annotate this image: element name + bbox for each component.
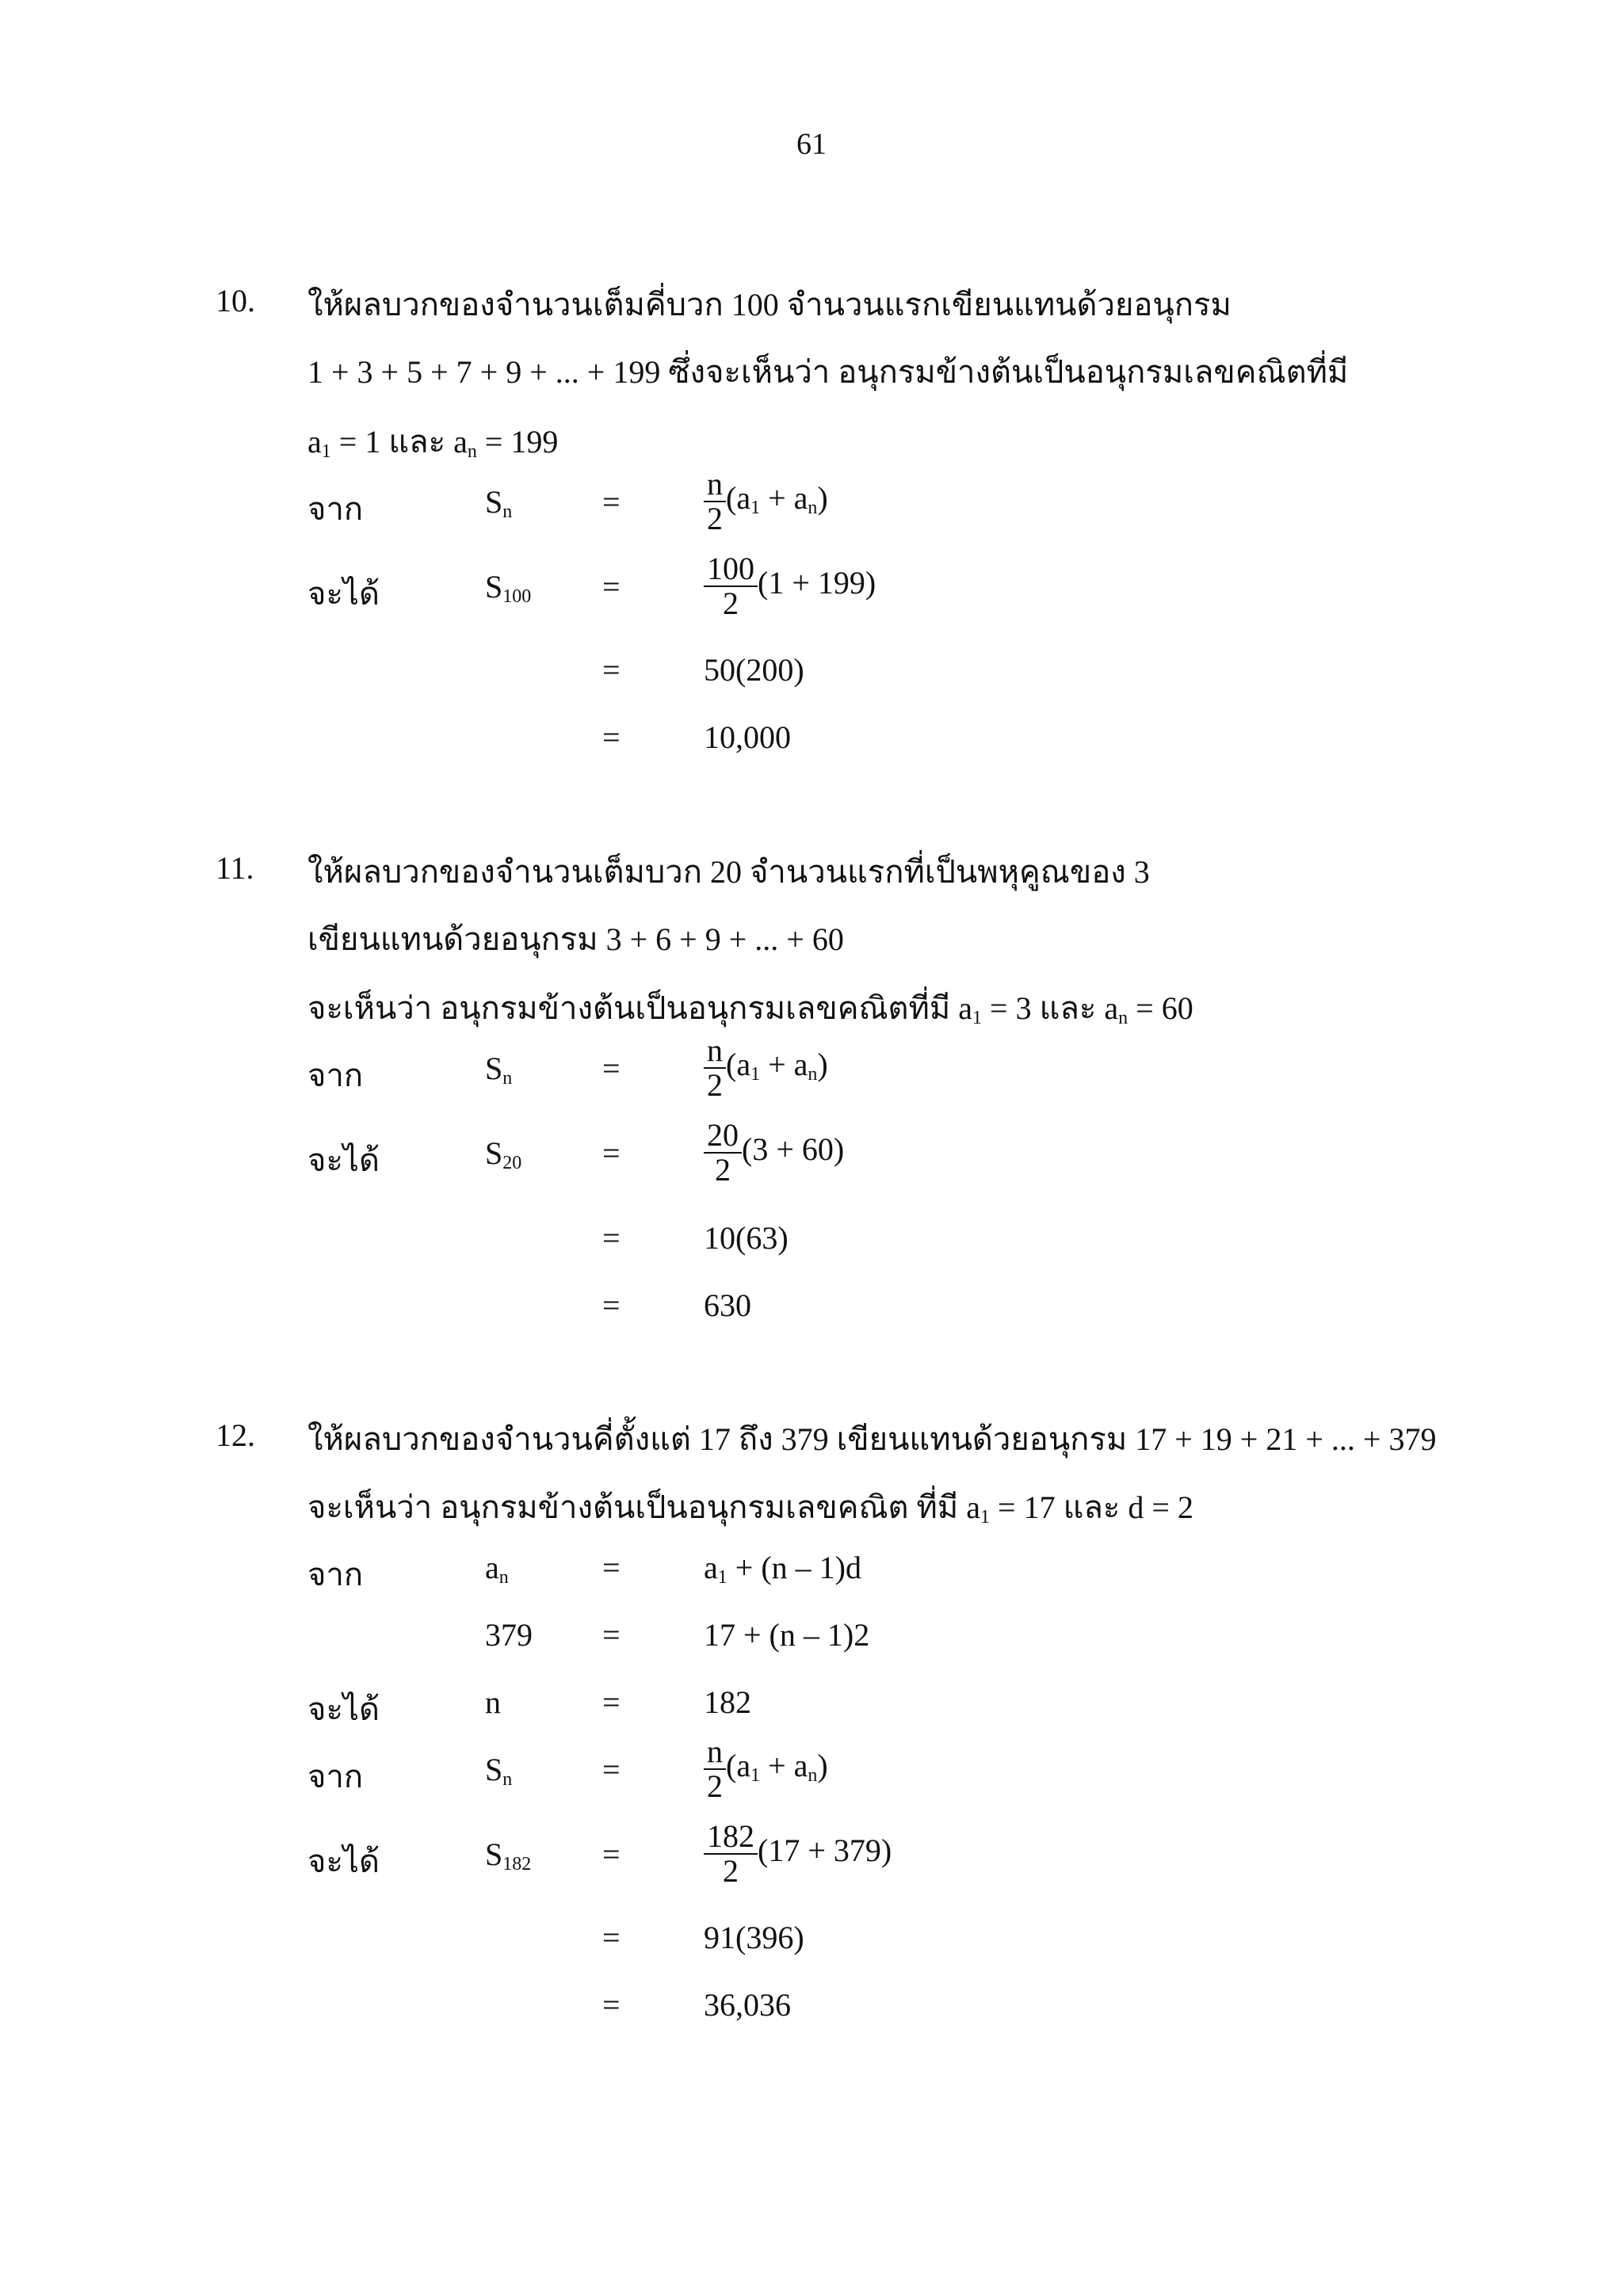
problem-statement-line: ให้ผลบวกของจำนวนคี่ตั้งแต่ 17 ถึง 379 เขียนแทนด้วยอนุกรม 17 + 19 + 21 + ... + 379	[307, 1421, 1437, 1457]
problem-number: 11.	[216, 850, 254, 886]
equation-rhs: $\frac{100}{2}$ (1 + 199)	[704, 552, 876, 620]
equation-lhs: n	[485, 1684, 501, 1720]
equation-row	[0, 551, 1623, 630]
equation-row	[0, 1277, 1623, 1348]
equation-row	[0, 466, 1623, 545]
equation-rhs: $\frac{20}{2}$ (3 + 60)	[704, 1119, 844, 1187]
equation-lhs: $S_n$	[485, 1051, 513, 1089]
fraction: $\frac{n}{2}$	[704, 1735, 726, 1803]
step-label: จาก	[307, 1058, 364, 1093]
equation-lhs: $S_{182}$	[485, 1836, 532, 1875]
equation-rhs: $a_1 + (n - 1)d$	[704, 1550, 861, 1588]
equation-lhs: $S_{100}$	[485, 569, 532, 607]
equals-sign: =	[602, 484, 621, 520]
step-label: จาก	[307, 1557, 364, 1592]
fraction: $\frac{n}{2}$	[704, 467, 726, 536]
equation-row	[0, 1909, 1623, 1981]
equals-sign: =	[602, 1287, 621, 1323]
step-label: จาก	[307, 1759, 364, 1794]
equation-row	[0, 1977, 1623, 2048]
equation-rhs: $\frac{n}{2}$ $(a_1 + a_n)$	[704, 467, 828, 536]
problem-number: 10.	[216, 283, 255, 318]
step-label: จะได้	[307, 1142, 380, 1178]
equation-lhs: $S_{20}$	[485, 1135, 522, 1173]
equation-rhs: 182	[704, 1684, 751, 1720]
equation-rhs: 10,000	[704, 719, 791, 755]
equation-row	[0, 1210, 1623, 1281]
step-label: จะได้	[307, 1691, 380, 1727]
equals-sign: =	[602, 719, 621, 755]
equals-sign: =	[602, 1220, 621, 1256]
fraction: $\frac{182}{2}$	[704, 1820, 758, 1888]
problem-statement-line: เขียนแทนด้วยอนุกรม 3 + 6 + 9 + ... + 60	[307, 921, 844, 957]
equation-rhs: $\frac{n}{2}$ $(a_1 + a_n)$	[704, 1034, 828, 1102]
equation-lhs: $a_n$	[485, 1550, 509, 1588]
problem-statement-line: ให้ผลบวกของจำนวนเต็มบวก 20 จำนวนแรกที่เป็นพหุคูณของ 3	[307, 854, 1150, 890]
equation-lhs: $S_n$	[485, 484, 513, 522]
equation-lhs: $S_n$	[485, 1752, 513, 1790]
equation-row	[0, 1733, 1623, 1813]
equation-row	[0, 1539, 1623, 1611]
equation-row	[0, 1032, 1623, 1112]
equation-rhs: 10(63)	[704, 1220, 789, 1256]
page-number: 61	[796, 128, 827, 161]
equation-row	[0, 709, 1623, 780]
problem-number: 12.	[216, 1417, 255, 1453]
step-label: จะได้	[307, 1844, 380, 1879]
equals-sign: =	[602, 1617, 621, 1653]
equals-sign: =	[602, 1920, 621, 1955]
equation-rhs: 36,036	[704, 1987, 791, 2023]
equation-row	[0, 1117, 1623, 1196]
equation-lhs: 379	[485, 1617, 533, 1653]
equals-sign: =	[602, 1684, 621, 1720]
equation-rhs: 17 + (n – 1)2	[704, 1617, 870, 1653]
step-label: จะได้	[307, 576, 380, 612]
step-label: จาก	[307, 491, 364, 527]
equals-sign: =	[602, 1752, 621, 1787]
given-values: $a_1 = 1$ และ $a_n = 199$	[307, 424, 559, 462]
equals-sign: =	[602, 1135, 621, 1171]
equation-rhs: 50(200)	[704, 652, 804, 688]
equals-sign: =	[602, 1987, 621, 2023]
problem-statement-line: 1 + 3 + 5 + 7 + 9 + ... + 199 ซึ่งจะเห็นว่า อนุกรมข้างต้นเป็นอนุกรมเลขคณิตที่มี	[307, 354, 1349, 390]
equals-sign: =	[602, 652, 621, 688]
equation-row	[0, 642, 1623, 713]
equals-sign: =	[602, 569, 621, 605]
equation-rhs: 630	[704, 1287, 751, 1323]
equation-rhs: $\frac{182}{2}$ (17 + 379)	[704, 1820, 892, 1888]
fraction: $\frac{20}{2}$	[704, 1119, 742, 1187]
equals-sign: =	[602, 1550, 621, 1585]
equation-row	[0, 1818, 1623, 1897]
equation-rhs: 91(396)	[704, 1920, 804, 1955]
equation-row	[0, 1607, 1623, 1678]
problem-statement-line: ให้ผลบวกของจำนวนเต็มคี่บวก 100 จำนวนแรกเขียนแทนด้วยอนุกรม	[307, 287, 1232, 322]
equals-sign: =	[602, 1836, 621, 1872]
given-values: จะเห็นว่า อนุกรมข้างต้นเป็นอนุกรมเลขคณิต ที่มี $a_1 = 17$ และ d = 2	[307, 1489, 1193, 1527]
fraction: $\frac{n}{2}$	[704, 1034, 726, 1102]
equals-sign: =	[602, 1051, 621, 1086]
given-values: จะเห็นว่า อนุกรมข้างต้นเป็นอนุกรมเลขคณิตที่มี $a_1 = 3$ และ $a_n = 60$	[307, 990, 1193, 1028]
equation-rhs: $\frac{n}{2}$ $(a_1 + a_n)$	[704, 1735, 828, 1803]
fraction: $\frac{100}{2}$	[704, 552, 758, 620]
